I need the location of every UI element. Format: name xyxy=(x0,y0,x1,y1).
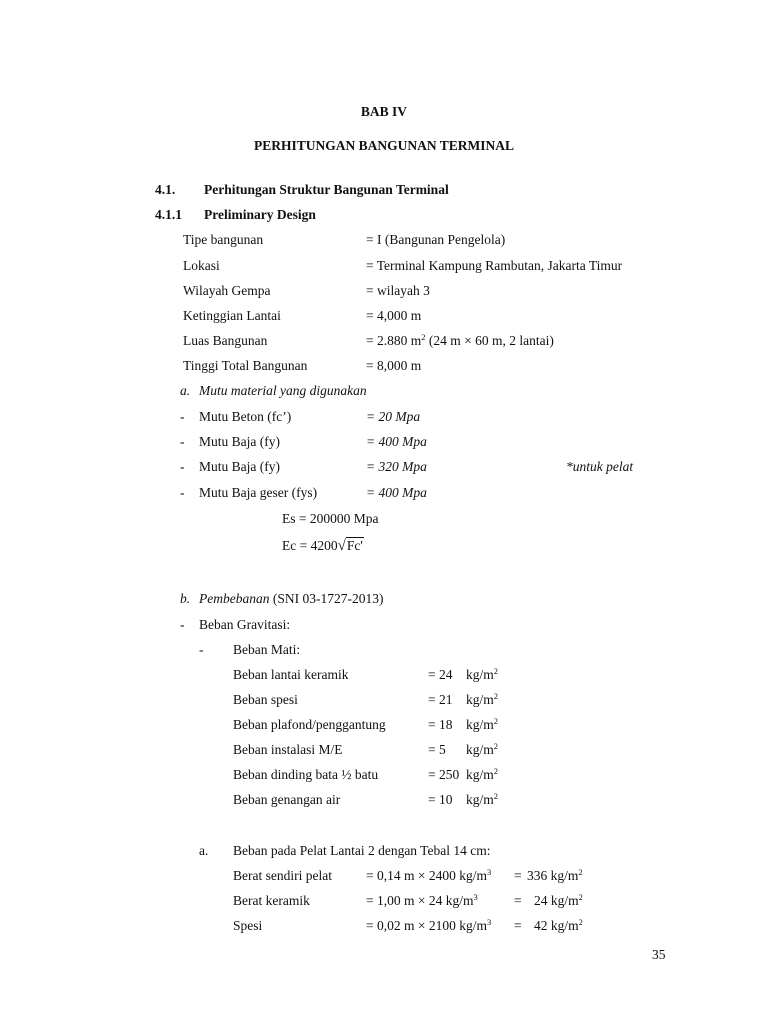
list-marker: b. xyxy=(180,591,191,606)
dead-load-item-unit: $kg/m^2$ xyxy=(466,766,499,782)
page-number: 35 xyxy=(652,947,666,962)
list-dash: - xyxy=(180,409,185,424)
spec-value: = 8,000 m xyxy=(366,358,422,373)
dead-load-item-label: Beban lantai keramik xyxy=(233,667,349,682)
slab-item-label: Berat keramik xyxy=(233,893,310,908)
material-heading: Mutu material yang digunakan xyxy=(199,383,367,398)
slab-item-label: Spesi xyxy=(233,918,263,933)
material-label: Mutu Baja (fy) xyxy=(199,459,280,474)
spec-value: = 4,000 m xyxy=(366,308,422,323)
spec-label: Luas Bangunan xyxy=(183,333,268,348)
dead-load-item-label: Beban spesi xyxy=(233,692,298,707)
dead-load-item-value: = 250 xyxy=(428,767,460,782)
material-value: = 320 Mpa xyxy=(366,459,427,474)
dead-load-item-unit: $kg/m^2$ xyxy=(466,691,499,707)
slab-item-eq: = xyxy=(514,918,522,933)
dead-load-item-value: = 10 xyxy=(428,792,453,807)
slab-item-calc: = 0,02 m × 2100 $kg/m^3$ xyxy=(366,917,492,933)
slab-item-result: 42 $kg/m^2$ xyxy=(534,917,583,933)
dead-load-item-value: = 18 xyxy=(428,717,453,732)
section-4-1-1-number: 4.1.1 xyxy=(155,207,182,222)
material-value: = 20 Mpa xyxy=(366,409,421,424)
dead-load-item-label: Beban instalasi M/E xyxy=(233,742,343,757)
chapter-heading: BAB IV xyxy=(360,104,408,119)
dead-load-item-label: Beban plafond/penggantung xyxy=(233,717,386,732)
list-dash: - xyxy=(180,434,185,449)
slab-item-eq: = xyxy=(514,893,522,908)
page-title: PERHITUNGAN BANGUNAN TERMINAL xyxy=(253,138,515,153)
spec-value: = Terminal Kampung Rambutan, Jakarta Timur xyxy=(366,258,623,273)
dead-load-item-unit: $kg/m^2$ xyxy=(466,666,499,682)
material-label: Mutu Beton (fc’) xyxy=(199,409,292,424)
list-dash: - xyxy=(180,617,185,632)
dead-load-item-unit: $kg/m^2$ xyxy=(466,791,499,807)
loading-heading: Pembebanan (SNI 03-1727-2013) xyxy=(199,591,384,606)
spec-value: = 2.880 $m^2$ (24 m × 60 m, 2 lantai) xyxy=(366,332,554,348)
es-formula: Es = 200000 Mpa xyxy=(282,511,379,526)
spec-label: Lokasi xyxy=(183,258,220,273)
slab-item-calc: = 0,14 m × 2400 $kg/m^3$ xyxy=(366,867,492,883)
slab-heading: Beban pada Pelat Lantai 2 dengan Tebal 14 cm: xyxy=(233,843,491,858)
spec-label: Tipe bangunan xyxy=(183,232,264,247)
list-dash: - xyxy=(180,459,185,474)
material-label: Mutu Baja geser (fys) xyxy=(199,485,318,500)
section-4-1-title: Perhitungan Struktur Bangunan Terminal xyxy=(204,182,449,197)
gravity-load-label: Beban Gravitasi: xyxy=(199,617,291,632)
dead-load-item-value: = 24 xyxy=(428,667,453,682)
slab-item-result: 24 $kg/m^2$ xyxy=(534,892,583,908)
slab-item-eq: = xyxy=(514,868,522,883)
spec-value: = wilayah 3 xyxy=(366,283,430,298)
spec-label: Wilayah Gempa xyxy=(183,283,271,298)
sqrt-symbol: √Fc' xyxy=(337,538,363,554)
dead-load-item-label: Beban genangan air xyxy=(233,792,341,807)
dead-load-item-unit: $kg/m^2$ xyxy=(466,741,499,757)
ec-formula: Ec = 4200√Fc' xyxy=(282,538,363,554)
section-4-1-1-title: Preliminary Design xyxy=(204,207,316,222)
material-note: *untuk pelat xyxy=(566,459,634,474)
section-4-1-number: 4.1. xyxy=(155,182,176,197)
material-value: = 400 Mpa xyxy=(366,434,427,449)
dead-load-item-unit: $kg/m^2$ xyxy=(466,716,499,732)
spec-label: Ketinggian Lantai xyxy=(183,308,281,323)
spec-label: Tinggi Total Bangunan xyxy=(183,358,308,373)
list-marker: a. xyxy=(180,383,191,398)
slab-item-calc: = 1,00 m × 24 $kg/m^3$ xyxy=(366,892,478,908)
spec-value: = I (Bangunan Pengelola) xyxy=(366,232,506,247)
material-value: = 400 Mpa xyxy=(366,485,427,500)
material-label: Mutu Baja (fy) xyxy=(199,434,280,449)
dead-load-item-label: Beban dinding bata ½ batu xyxy=(233,767,379,782)
dead-load-item-value: = 21 xyxy=(428,692,453,707)
list-dash: - xyxy=(199,642,204,657)
list-marker: a. xyxy=(199,843,209,858)
dead-load-label: Beban Mati: xyxy=(233,642,301,657)
slab-item-result: 336 $kg/m^2$ xyxy=(527,867,583,883)
dead-load-item-value: = 5 xyxy=(428,742,446,757)
list-dash: - xyxy=(180,485,185,500)
slab-item-label: Berat sendiri pelat xyxy=(233,868,332,883)
